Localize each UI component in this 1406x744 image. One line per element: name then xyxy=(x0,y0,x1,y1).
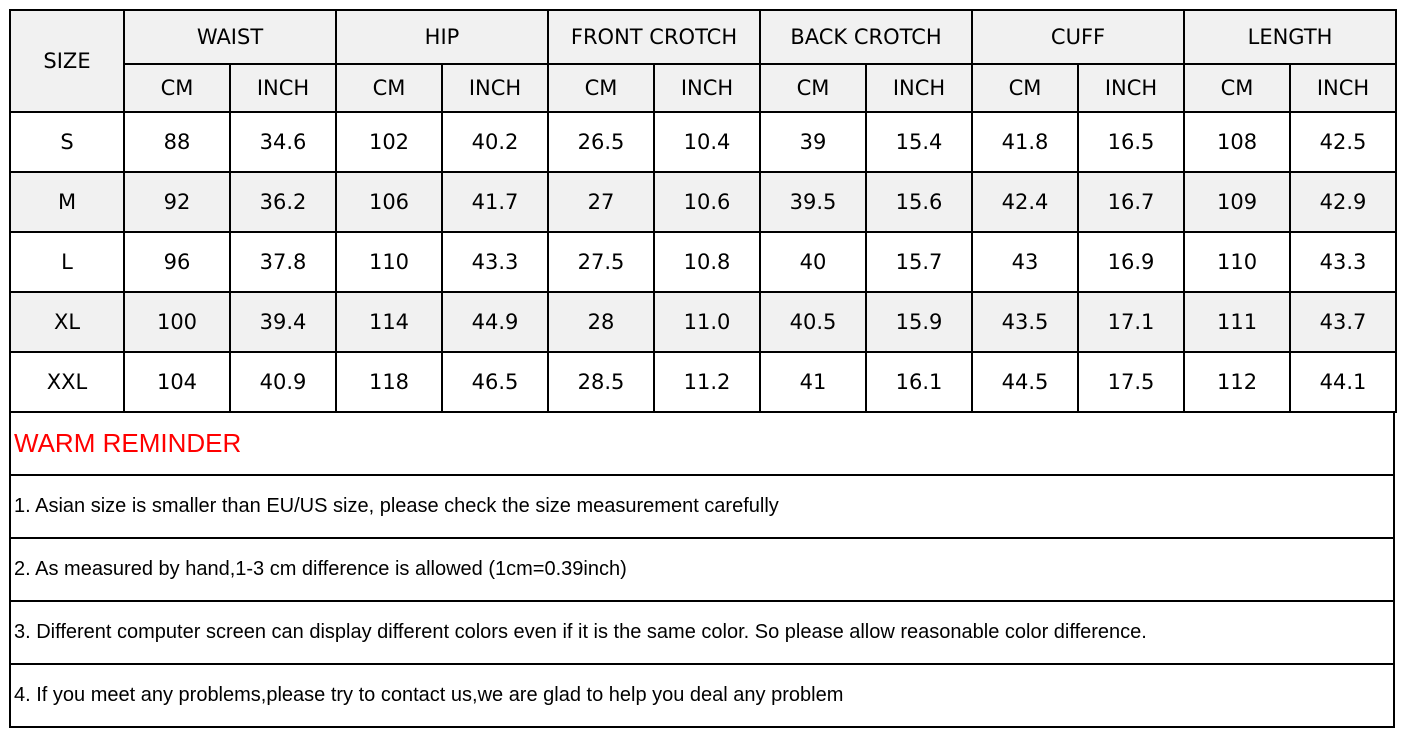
measurement-cell: 44.1 xyxy=(1290,352,1396,412)
measurement-cell: 108 xyxy=(1184,112,1290,172)
reminder-note: 2. As measured by hand,1-3 cm difference is allowed (1cm=0.39inch) xyxy=(10,538,1394,601)
measurement-cell: 16.5 xyxy=(1078,112,1184,172)
size-table xyxy=(9,9,1397,413)
unit-header-cm: CM xyxy=(760,64,866,112)
reminder-note-row xyxy=(10,475,1394,538)
size-label: L xyxy=(10,232,124,292)
measurement-cell: 42.9 xyxy=(1290,172,1396,232)
measurement-cell: 15.6 xyxy=(866,172,972,232)
measurement-cell: 114 xyxy=(336,292,442,352)
warm-reminder-section xyxy=(9,411,1395,728)
measurement-cell: 41.7 xyxy=(442,172,548,232)
unit-header-row xyxy=(10,64,1396,112)
measurement-cell: 106 xyxy=(336,172,442,232)
measurement-cell: 100 xyxy=(124,292,230,352)
measurement-cell: 16.1 xyxy=(866,352,972,412)
reminder-note: 3. Different computer screen can display different colors even if it is the same color. So please allow reasonable color difference. xyxy=(10,601,1394,664)
column-group-header: BACK CROTCH xyxy=(760,10,972,64)
measurement-cell: 110 xyxy=(336,232,442,292)
reminder-note-row xyxy=(10,664,1394,727)
measurement-cell: 34.6 xyxy=(230,112,336,172)
measurement-cell: 104 xyxy=(124,352,230,412)
measurement-cell: 43.3 xyxy=(1290,232,1396,292)
measurement-cell: 109 xyxy=(1184,172,1290,232)
table-row xyxy=(10,232,1396,292)
column-group-header: LENGTH xyxy=(1184,10,1396,64)
measurement-cell: 118 xyxy=(336,352,442,412)
measurement-cell: 39.4 xyxy=(230,292,336,352)
size-chart xyxy=(9,9,1395,733)
measurement-cell: 28 xyxy=(548,292,654,352)
column-group-header: CUFF xyxy=(972,10,1184,64)
unit-header-inch: INCH xyxy=(1078,64,1184,112)
measurement-cell: 15.9 xyxy=(866,292,972,352)
measurement-cell: 43 xyxy=(972,232,1078,292)
measurement-cell: 41.8 xyxy=(972,112,1078,172)
measurement-cell: 17.1 xyxy=(1078,292,1184,352)
measurement-cell: 44.5 xyxy=(972,352,1078,412)
measurement-cell: 11.0 xyxy=(654,292,760,352)
measurement-cell: 43.5 xyxy=(972,292,1078,352)
measurement-cell: 110 xyxy=(1184,232,1290,292)
measurement-cell: 11.2 xyxy=(654,352,760,412)
size-header: SIZE xyxy=(10,10,124,112)
size-label: XXL xyxy=(10,352,124,412)
measurement-cell: 10.4 xyxy=(654,112,760,172)
measurement-cell: 43.7 xyxy=(1290,292,1396,352)
measurement-cell: 10.8 xyxy=(654,232,760,292)
warm-reminder-row xyxy=(10,412,1394,475)
unit-header-inch: INCH xyxy=(1290,64,1396,112)
column-group-header: HIP xyxy=(336,10,548,64)
unit-header-cm: CM xyxy=(1184,64,1290,112)
measurement-cell: 17.5 xyxy=(1078,352,1184,412)
measurement-cell: 40.2 xyxy=(442,112,548,172)
measurement-cell: 37.8 xyxy=(230,232,336,292)
table-header-row xyxy=(10,10,1396,64)
measurement-cell: 96 xyxy=(124,232,230,292)
measurement-cell: 42.5 xyxy=(1290,112,1396,172)
size-label: M xyxy=(10,172,124,232)
measurement-cell: 39 xyxy=(760,112,866,172)
reminder-note: 1. Asian size is smaller than EU/US size, please check the size measurement carefully xyxy=(10,475,1394,538)
unit-header-cm: CM xyxy=(336,64,442,112)
measurement-cell: 40 xyxy=(760,232,866,292)
unit-header-cm: CM xyxy=(972,64,1078,112)
measurement-cell: 10.6 xyxy=(654,172,760,232)
column-group-header: WAIST xyxy=(124,10,336,64)
measurement-cell: 15.4 xyxy=(866,112,972,172)
measurement-cell: 112 xyxy=(1184,352,1290,412)
measurement-cell: 27 xyxy=(548,172,654,232)
warm-reminder-title: WARM REMINDER xyxy=(10,412,1394,475)
table-row xyxy=(10,112,1396,172)
unit-header-inch: INCH xyxy=(654,64,760,112)
unit-header-inch: INCH xyxy=(230,64,336,112)
measurement-cell: 42.4 xyxy=(972,172,1078,232)
reminder-note: 4. If you meet any problems,please try to contact us,we are glad to help you deal any problem xyxy=(10,664,1394,727)
measurement-cell: 40.5 xyxy=(760,292,866,352)
measurement-cell: 111 xyxy=(1184,292,1290,352)
unit-header-cm: CM xyxy=(124,64,230,112)
size-label: S xyxy=(10,112,124,172)
table-row xyxy=(10,172,1396,232)
measurement-cell: 39.5 xyxy=(760,172,866,232)
measurement-cell: 16.7 xyxy=(1078,172,1184,232)
measurement-cell: 43.3 xyxy=(442,232,548,292)
measurement-cell: 27.5 xyxy=(548,232,654,292)
measurement-cell: 88 xyxy=(124,112,230,172)
measurement-cell: 15.7 xyxy=(866,232,972,292)
table-row xyxy=(10,352,1396,412)
unit-header-inch: INCH xyxy=(442,64,548,112)
measurement-cell: 46.5 xyxy=(442,352,548,412)
table-row xyxy=(10,292,1396,352)
reminder-note-row xyxy=(10,538,1394,601)
measurement-cell: 28.5 xyxy=(548,352,654,412)
unit-header-inch: INCH xyxy=(866,64,972,112)
measurement-cell: 16.9 xyxy=(1078,232,1184,292)
measurement-cell: 41 xyxy=(760,352,866,412)
column-group-header: FRONT CROTCH xyxy=(548,10,760,64)
measurement-cell: 44.9 xyxy=(442,292,548,352)
measurement-cell: 92 xyxy=(124,172,230,232)
measurement-cell: 40.9 xyxy=(230,352,336,412)
measurement-cell: 36.2 xyxy=(230,172,336,232)
measurement-cell: 26.5 xyxy=(548,112,654,172)
unit-header-cm: CM xyxy=(548,64,654,112)
reminder-note-row xyxy=(10,601,1394,664)
measurement-cell: 102 xyxy=(336,112,442,172)
size-label: XL xyxy=(10,292,124,352)
